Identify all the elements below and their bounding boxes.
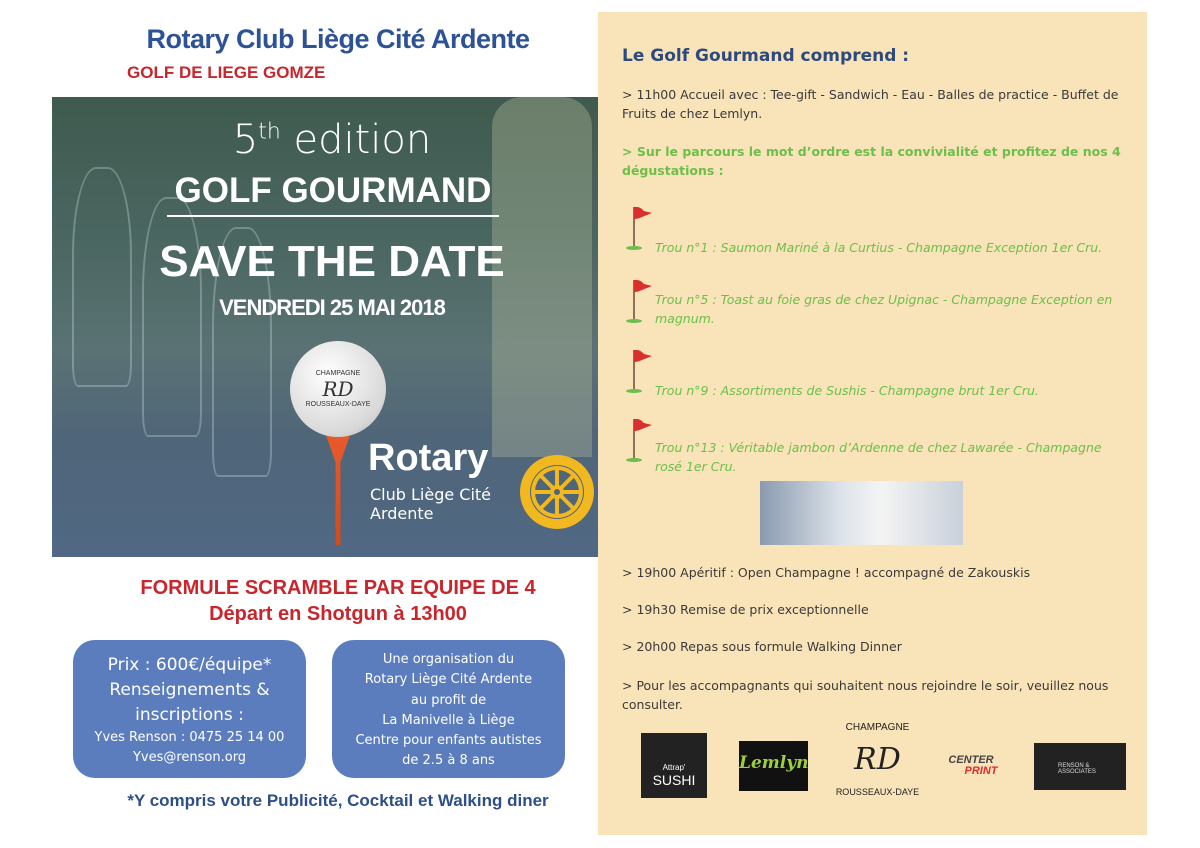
program-heading: Le Golf Gourmand comprend : xyxy=(622,46,910,66)
org-line: de 2.5 à 8 ans xyxy=(402,753,495,769)
event-date: VENDREDI 25 MAI 2018 xyxy=(219,295,445,320)
sponsor-rd-bottom: ROUSSEAUX-DAYE xyxy=(835,787,920,797)
price-box xyxy=(73,640,306,778)
org-line: Une organisation du xyxy=(382,652,515,667)
org-line: Centre pour enfants autistes xyxy=(355,733,542,749)
contact-email[interactable]: Yves@renson.org xyxy=(132,750,247,765)
ball-monogram: RD xyxy=(322,377,354,401)
organisation-box xyxy=(332,640,565,778)
welcome-text: > 11h00 Accueil avec : Tee-gift - Sandwich - Eau - Balles de practice - Buffet de Fruits de chez Lemlyn. xyxy=(622,87,1119,121)
org-line: au profit de xyxy=(410,692,487,708)
evening-item: > 20h00 Repas sous formule Walking Dinner xyxy=(622,639,902,654)
rotary-logo-text: Rotary xyxy=(368,437,489,479)
contact-phone: Yves Renson : 0475 25 14 00 xyxy=(94,730,285,745)
org-line: La Manivelle à Liège xyxy=(382,712,515,728)
sponsor-print: PRINT xyxy=(964,765,998,777)
golf-ball-logo xyxy=(290,341,386,437)
edition-number: 5 xyxy=(232,117,259,163)
event-banner xyxy=(52,97,600,557)
ball-text-bottom: ROUSSEAUX-DAYE xyxy=(305,401,371,408)
sponsor-lemlyn-logo: Lemlyn xyxy=(739,741,808,791)
course-text: > Sur le parcours le mot d’ordre est la convivialité et profitez de nos 4 dégustations : xyxy=(622,144,1121,178)
edition-suffix: th xyxy=(258,119,281,145)
format-title: FORMULE SCRAMBLE PAR EQUIPE DE 4 xyxy=(140,577,536,599)
footnote: *Y compris votre Publicité, Cocktail et Walking diner xyxy=(127,791,549,810)
sponsor-renson-logo: RENSON & ASSOCIATES xyxy=(1034,743,1126,790)
rotary-club-name xyxy=(370,485,491,523)
golf-flag-icon xyxy=(626,417,656,463)
sponsor-center: CENTER xyxy=(948,754,994,766)
hole-item xyxy=(626,205,1146,255)
save-the-date: SAVE THE DATE xyxy=(159,237,505,286)
org-line: Rotary Liège Cité Ardente xyxy=(364,672,533,688)
edition-label xyxy=(52,117,600,163)
start-info: Départ en Shotgun à 13h00 xyxy=(209,603,467,625)
hole-text: Trou n°1 : Saumon Mariné à la Curtius - Champagne Exception 1er Cru. xyxy=(655,240,1103,255)
venue: GOLF DE LIEGE GOMZE xyxy=(127,63,326,82)
hole-text: Trou n°9 : Assortiments de Sushis - Champagne brut 1er Cru. xyxy=(655,383,1039,398)
golf-flag-icon xyxy=(626,205,656,251)
rotary-wheel-icon xyxy=(517,452,597,532)
champagne-photo xyxy=(760,481,963,545)
hole-text: Trou n°5 : Toast au foie gras de chez Upignac - Champagne Exception en magnum. xyxy=(655,292,1113,326)
sponsor-sushi-small: Attrap' xyxy=(662,763,686,772)
golf-tee-icon xyxy=(326,435,350,545)
evening-item: > 19h00 Apéritif : Open Champagne ! accompagné de Zakouskis xyxy=(622,565,1031,580)
hole-text: Trou n°13 : Véritable jambon d’Ardenne de chez Lawarée - Champagne rosé 1er Cru. xyxy=(655,440,1102,474)
sponsor-centerprint-logo xyxy=(930,755,1012,779)
sponsor-rousseaux-daye-logo: CHAMPAGNE RD ROUSSEAUX-DAYE xyxy=(830,722,925,822)
club-title: Rotary Club Liège Cité Ardente xyxy=(146,24,530,54)
sponsor-rd-top: CHAMPAGNE xyxy=(845,722,910,733)
ball-text-top: CHAMPAGNE xyxy=(315,370,361,377)
hole-item xyxy=(626,417,1146,474)
program-panel xyxy=(598,12,1147,835)
price: Prix : 600€/équipe* xyxy=(107,655,272,675)
sponsor-sushi-logo xyxy=(641,733,707,798)
golf-flag-icon xyxy=(626,278,656,324)
edition-word: edition xyxy=(293,117,432,163)
sponsor-sushi-name: SUSHI xyxy=(652,772,696,788)
golf-flag-icon xyxy=(626,348,656,394)
rotary-sub-line: Ardente xyxy=(370,504,434,523)
info-label: inscriptions : xyxy=(135,705,244,725)
rotary-sub-line: Club Liège Cité xyxy=(370,485,492,504)
evening-item: > 19h30 Remise de prix exceptionnelle xyxy=(622,602,869,617)
evening-item: > Pour les accompagnants qui souhaitent nous rejoindre le soir, veuillez nous consulter. xyxy=(622,678,1109,712)
hole-item xyxy=(626,348,1146,398)
event-name: GOLF GOURMAND xyxy=(167,171,499,217)
hole-item xyxy=(626,278,1146,330)
info-label: Renseignements & xyxy=(109,680,270,700)
